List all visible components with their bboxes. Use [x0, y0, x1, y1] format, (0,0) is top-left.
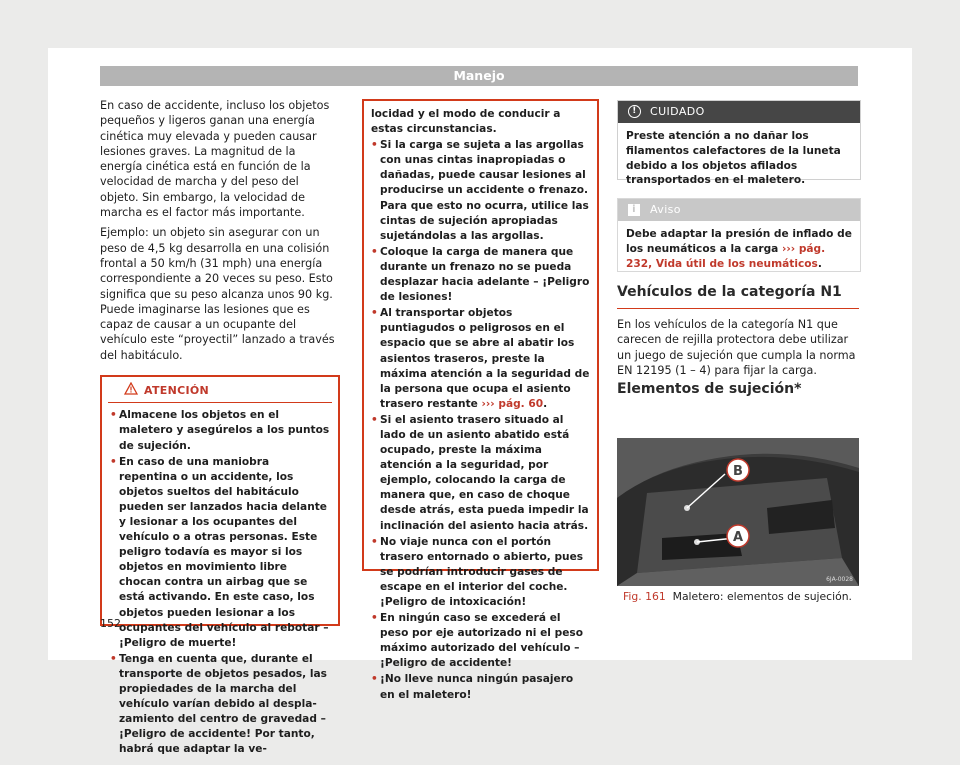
callout-a: A	[732, 530, 744, 545]
warning-bullet: • Si el asiento trasero situado al lado de un asiento abatido está ocupado, preste la máxima atención a la seguridad, por ejemplo, colocando la carga de manera que, en caso de choque desde atrás, esta pueda impedir la inclinación del asiento hacia atrás.	[371, 413, 589, 532]
caution-header	[618, 101, 860, 123]
xref-arrows: ›››	[481, 397, 495, 410]
warning-bullet: • En ningún caso se excederá el peso por eje autorizado ni el peso máximo autorizado del vehículo – ¡Peligro de accidente!	[371, 612, 583, 670]
page-number: 152	[100, 617, 121, 630]
warning-bullet: • ¡No lleve nunca ningún pasajero en el maletero!	[371, 673, 574, 701]
notice-box	[617, 198, 861, 272]
warning-title: ATENCIÓN	[144, 384, 210, 398]
figure-code: 6JA-0028	[826, 576, 853, 583]
figure-caption: Fig. 161 Maletero: elementos de sujeción.	[623, 590, 852, 603]
info-icon	[628, 204, 640, 216]
warning-bullet: • Al transportar objetos puntiagudos o peligrosos en el espacio que se abre al abatir los asientos traseros, preste la máxima atención a la seguridad de la persona que ocupa el asiento trasero restante ››› pág. 60.	[371, 307, 590, 410]
exclamation-circle-icon: !	[628, 105, 641, 118]
warning-continuation: locidad y el modo de conducir a estas circunstancias.	[371, 108, 561, 136]
body-paragraph: En los vehículos de la categoría N1 que carecen de rejilla protectora debe utilizar un juego de sujeción que cumpla la norma EN 12195 (1 – 4) para fijar la carga.	[617, 318, 856, 377]
body-paragraph: En caso de accidente, incluso los objetos pequeños y ligeros ganan una energía cinética muy elevada y pueden causar lesiones graves. La magnitud de la energía cinética está en función de la velocidad de marcha y del peso del objeto. Sin embargo, la velocidad de marcha es el factor más importante.	[100, 99, 330, 220]
trunk-illustration	[617, 438, 859, 586]
warning-bullet: • Coloque la carga de manera que durante un frenazo no se pueda desplazar hacia adelante – ¡Peligro de lesiones!	[371, 245, 590, 304]
warning-body	[364, 101, 597, 710]
notice-title: Aviso	[650, 203, 681, 216]
warning-bullet: • Tenga en cuenta que, durante el transporte de objetos pesados, las propiedades de la marcha del vehículo varían debido al desplazamiento del centro de gravedad – ¡Peligro de accidente! Por tanto, habrá que adaptar la ve-	[110, 652, 327, 756]
warning-bullet: • En caso de una maniobra repentina o un accidente, los objetos sueltos del habitáculo pueden ser lanzados hacia delante y lesionar a los ocupantes del vehículo o a otras personas. Este peligro todavía es mayor si los objetos en movimiento libre chocan contra un airbag que se está activando. En este caso, los objetos pueden lesionar a los ocupantes del vehículo al rebotar – ¡Peligro de muerte!	[110, 455, 329, 649]
page-reference-link[interactable]: pág. 60	[498, 397, 544, 410]
page-reference-link[interactable]: pág. 232, Vida útil de los neumáticos	[626, 242, 826, 270]
section-header: Manejo	[100, 66, 858, 86]
warning-box	[100, 375, 340, 756]
trunk-figure	[617, 438, 859, 586]
section-heading: Vehículos de la categoría N1	[617, 284, 859, 309]
warning-triangle-icon	[124, 382, 138, 395]
subsection-heading: Elementos de sujeción*	[617, 381, 802, 397]
caution-title: CUIDADO	[650, 105, 705, 118]
warning-bullet: • Almacene los objetos en el maletero y asegúrelos a los puntos de sujeción.	[110, 409, 330, 452]
warning-box-continued	[362, 99, 599, 701]
warning-body	[102, 403, 338, 764]
caution-text: Preste atención a no dañar los filamentos calefactores de la luneta debido a los objetos afilados transportados en el maletero.	[626, 130, 841, 187]
warning-bullet: • Si la carga se sujeta a las argollas con unas cintas inapropiadas o dañadas, puede causar lesiones al producirse un accidente o frenazo. Para que esto no ocurra, utilice las cintas de sujeción apropiadas sujetándolas a las argollas.	[371, 139, 589, 242]
notice-header	[618, 199, 860, 221]
warning-header	[108, 377, 332, 403]
caution-box	[617, 100, 861, 187]
figure-number: Fig. 161	[623, 590, 666, 603]
column-1	[100, 98, 340, 756]
body-paragraph: Ejemplo: un objeto sin asegurar con un peso de 4,5 kg desarrolla en una colisión frontal a 50 km/h (31 mph) una energía correspondiente a 20 veces su peso. Esto significa que su peso alcanza unos 90 kg. Puede imaginarse las lesiones que es capaz de causar a un ocupante del vehículo este “proyectil” lanzado a través del habitáculo.	[100, 226, 335, 362]
xref-arrows: ›››	[782, 242, 796, 255]
callout-b: B	[733, 464, 743, 479]
notice-body: Debe adaptar la presión de inflado de los neumáticos a la carga ››› pág. 232, Vida útil de los neumáticos.	[626, 228, 852, 270]
warning-bullet: • No viaje nunca con el portón trasero entornado o abierto, pues se podrían introducir gases de escape en el interior del coche. ¡Peligro de intoxicación!	[371, 535, 584, 608]
